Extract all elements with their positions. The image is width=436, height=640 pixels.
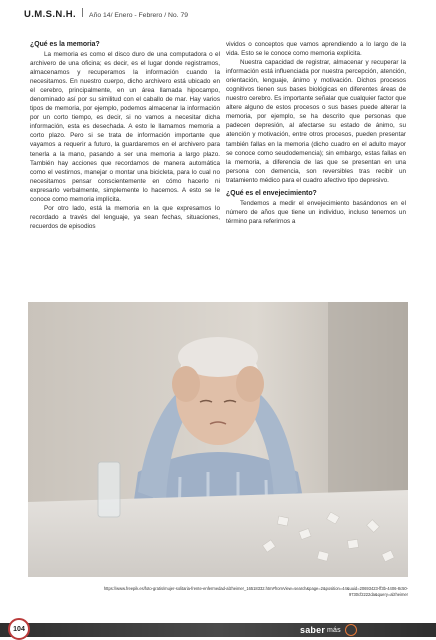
footer-bar [0,623,436,637]
header-divider [82,8,83,17]
article-photo [28,302,408,577]
section-heading-envejecimiento: ¿Qué es el envejecimiento? [226,189,317,197]
page-header [24,8,424,28]
right-column [226,40,406,226]
photo-credit[interactable]: https://www.freepik.es/foto-gratis/mujer-solitaria-frente-enfermedad-alzheimer_16518332.htm#fromView=search&page=2&position=44&uuid=20693423-ff3b-4406-8c50-9730cf2222da&query=alzheimer [103,586,408,597]
paragraph: Nuestra capacidad de registrar, almacenar y recuperar la información está influenciada por nuestra percepción, atención, orientación, lenguaje, ánimo y motivación. Dichos procesos cognitivos tienen sus bases biológicas en diferentes áreas de nuestro cerebro. Es importante señalar que cualquier factor que altere alguno de estos procesos o sus bases puede alterar la memoria, por ejemplo, se ha descrito que personas que padecen depresión, al afectarse su estado de ánimo, su atención y motivación, entre otros procesos, pueden presentar también fallas en la memoria (dicho cuadro en el adulto mayor se conoce como seudodemencia); sin embargo, estas fallas en la memoria, a diferencia de las que se presentan en una persona con demencia, son reversibles tras recibir un tratamiento médico para el cuadro afectivo tipo depresivo. [226,59,406,184]
elderly-woman-illustration [28,302,408,577]
paragraph: La memoria es como el disco duro de una computadora o el archivero de una oficina; es decir, es el lugar donde registramos, almacenamos y recuperamos la información cuando la necesitamos. En nuestro cuerpo, dicho archivero está ubicado en el cerebro, principalmente, en un área llamada hipocampo, denominado así por su similitud con el caballo de mar. Hay varios tipos de memoria, por ejemplo, podemos almacenar la información por un corto tiempo, es decir, si no vamos a necesitar dicha información, esta es desechada. A esto le llamamos memoria a corto plazo. Pero si se trata de información importante que vayamos a requerir a futuro, la guardaremos en el archivero para tenerla a la mano, pasando a ser una memoria a largo plazo. También hay acciones que recordamos de manera automática como el vestirnos, manejar o montar una bicicleta, para lo cual no necesitamos pensar conscientemente en cómo hacerlo ni expresarlo verbalmente, simplemente lo hacemos. A esto se le conoce como memoria implícita. [30,51,220,203]
page-number: 104 [8,618,30,640]
logo-mark-icon [345,624,357,636]
left-column [30,40,220,231]
logo-suffix: más [327,626,341,634]
paragraph: Tendemos a medir el envejecimiento basándonos en el número de años que tiene un individuo, incluso tenemos un término para referirnos a [226,199,406,225]
logo-text: saber [300,625,326,635]
publication-brand: U.M.S.N.H. [24,9,77,20]
paragraph-continued: vividos o conceptos que vamos aprendiendo a lo largo de la vida. Esto se le conoce como memoria explícita. [226,41,406,58]
paragraph: Por otro lado, está la memoria en la que expresamos lo recordado a través del lenguaje, ya sean fechas, situaciones, recuerdos de episodios [30,204,220,230]
page-footer [0,615,436,640]
sabermas-logo [300,624,357,636]
section-heading-memoria: ¿Qué es la memoria? [30,41,100,48]
issue-info: Año 14/ Enero - Febrero / No. 79 [89,12,189,19]
